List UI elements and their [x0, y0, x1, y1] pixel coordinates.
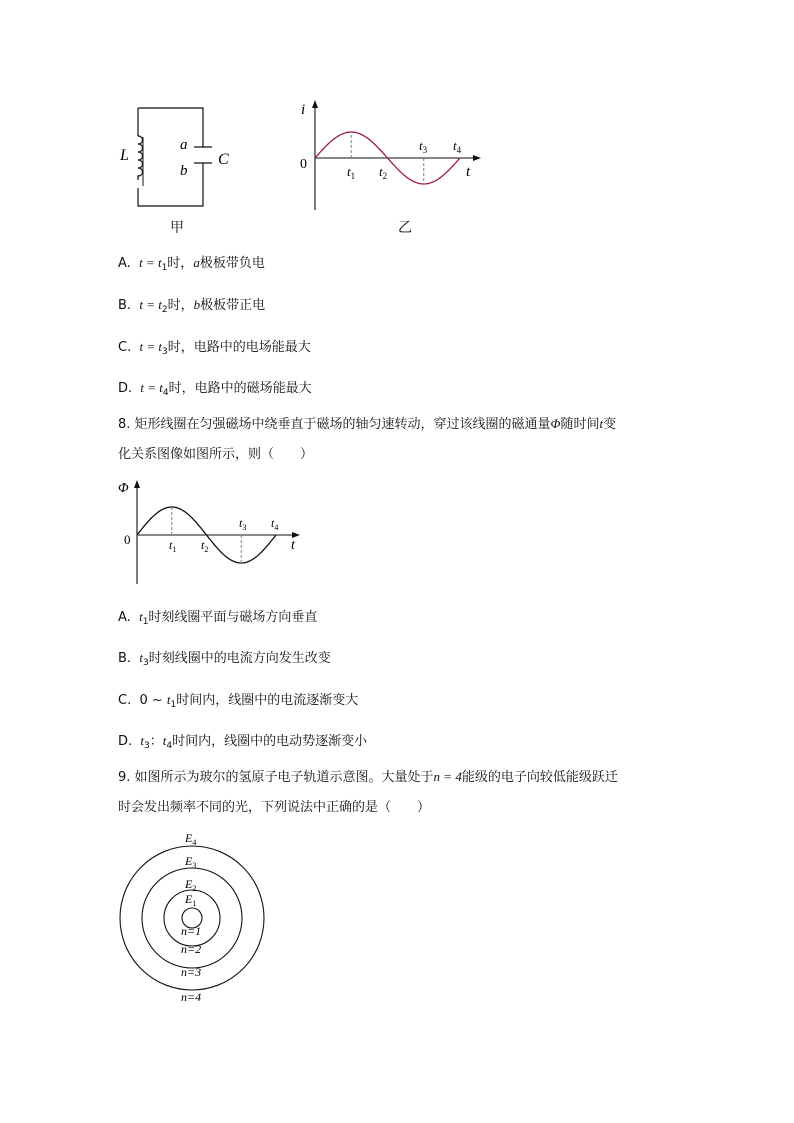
bohr-orbit-diagram	[118, 825, 273, 1010]
t-axis-label: t	[291, 538, 295, 553]
energy-label-e3: $E_3$	[185, 854, 197, 870]
t4-label: $t_4$	[271, 516, 279, 532]
q8-option-d[interactable]: D. $t_3$：$t_4$时间内，线圈中的电动势逐渐变小	[118, 733, 368, 751]
q9-stem-line1: 9. 如图所示为玻尔的氢原子电子轨道示意图。大量处于n = 4能级的电子向较低能级跃迁	[118, 769, 618, 785]
q7-option-a[interactable]: A. $t = t_1$时，a极板带负电	[118, 255, 265, 273]
q7-option-d[interactable]: D. $t = t_4$时，电路中的磁场能最大	[118, 380, 312, 398]
q9-stem-line2: 时会发出频率不同的光，下列说法中正确的是（ ）	[118, 800, 431, 815]
t3-label: $t_3$	[419, 138, 428, 155]
t-axis-arrow	[473, 155, 481, 161]
lc-circuit-figure	[110, 100, 230, 235]
q8-option-a[interactable]: A. $t_1$时刻线圈平面与磁场方向垂直	[118, 609, 318, 627]
energy-label-e4: $E_4$	[185, 831, 197, 847]
t1-label: $t_1$	[169, 538, 177, 554]
plate-b-label: b	[180, 163, 188, 179]
circuit-wire-top	[138, 108, 203, 147]
q8-option-c[interactable]: C. 0 ~ $t_1$时间内，线圈中的电流逐渐变大	[118, 692, 359, 710]
origin-label: 0	[300, 157, 307, 172]
q7-option-b[interactable]: B. $t = t_2$时，b极板带正电	[118, 297, 266, 315]
plate-a-label: a	[180, 137, 188, 153]
i-axis-arrow	[312, 100, 318, 108]
origin-label: 0	[124, 532, 131, 547]
t4-label: $t_4$	[453, 138, 462, 155]
q8-stem-line1: 8. 矩形线圈在匀强磁场中绕垂直于磁场的轴匀速转动，穿过该线圈的磁通量Φ随时间t变	[118, 416, 617, 432]
inductor-coil	[138, 136, 143, 180]
figure-caption-jia: 甲	[170, 220, 184, 236]
energy-label-e1: $E_1$	[185, 892, 197, 908]
flux-time-graph	[118, 478, 308, 588]
q8-stem-line2: 化关系图像如图所示，则（ ）	[118, 447, 314, 462]
q7-option-c[interactable]: C. $t = t_3$时，电路中的电场能最大	[118, 339, 311, 357]
level-label-n4: n=4	[181, 990, 202, 1004]
level-label-n3: n=3	[181, 965, 202, 979]
energy-label-e2: $E_2$	[185, 877, 197, 893]
circuit-wire-bottom	[138, 163, 203, 206]
t3-label: $t_3$	[239, 516, 247, 532]
current-time-graph	[295, 98, 490, 216]
t2-label: $t_2$	[201, 538, 209, 554]
level-label-n2: n=2	[181, 942, 202, 956]
inductor-label: L	[120, 147, 129, 164]
i-axis-label: i	[301, 102, 306, 118]
capacitor-label: C	[218, 151, 229, 168]
phi-axis-arrow	[134, 480, 140, 488]
level-label-n1: n=1	[181, 924, 202, 938]
phi-axis-label: Φ	[118, 481, 129, 496]
t1-label: $t_1$	[347, 164, 356, 181]
t2-label: $t_2$	[379, 164, 388, 181]
figure-caption-yi: 乙	[398, 220, 412, 236]
t-axis-label: t	[466, 164, 471, 180]
q8-option-b[interactable]: B. $t_3$时刻线圈中的电流方向发生改变	[118, 650, 331, 668]
